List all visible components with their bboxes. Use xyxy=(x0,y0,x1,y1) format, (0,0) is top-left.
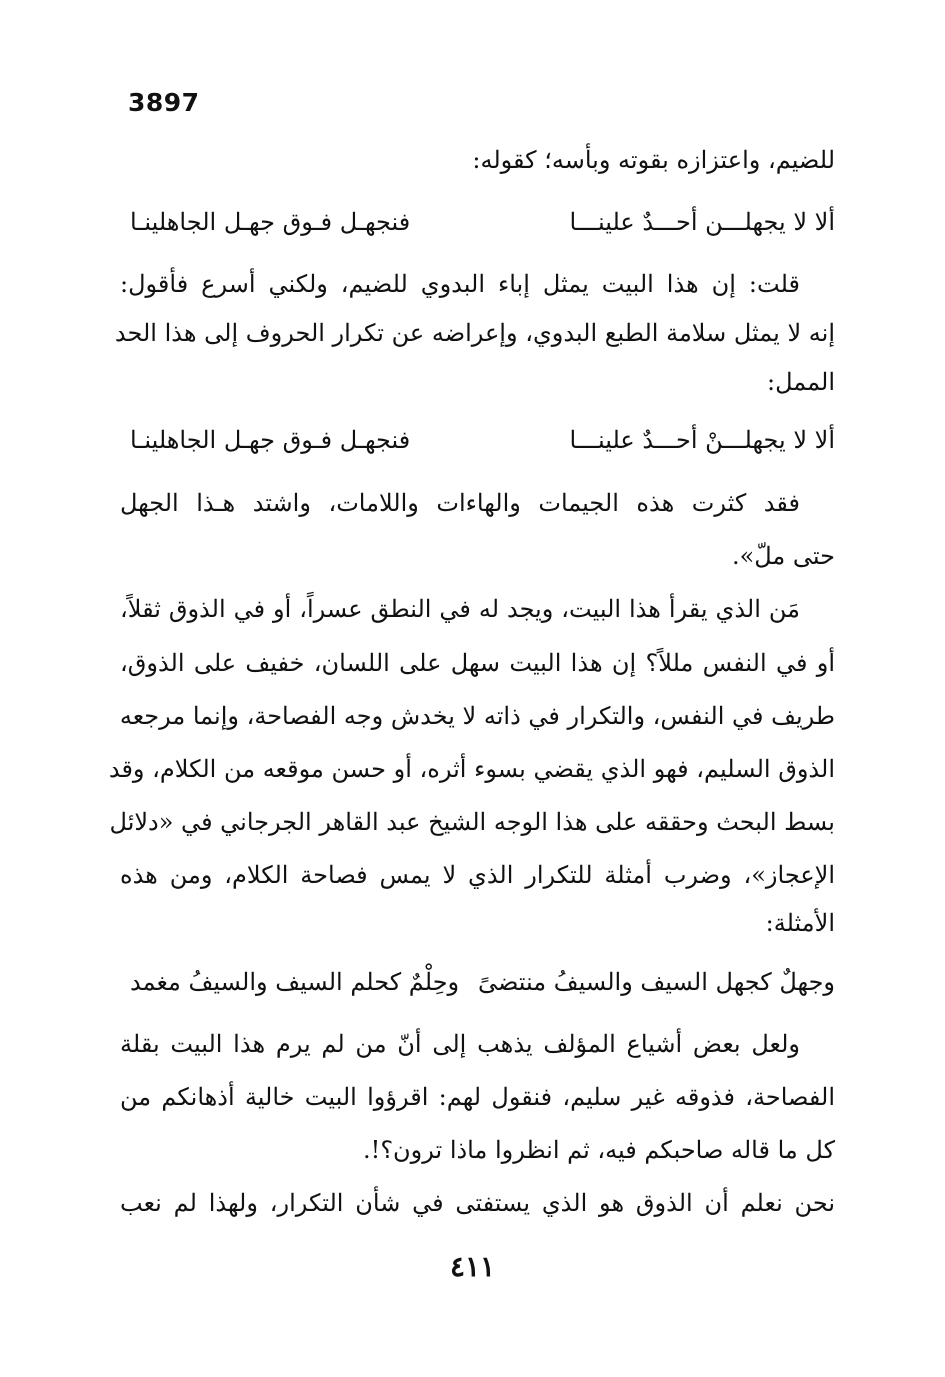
text-line: الإعجاز»، وضرب أمثلة للتكرار الذي لا يمس فصاحة الكلام، ومن هذه xyxy=(120,861,835,889)
text-line: فقد كثرت هذه الجيمات والهاءات واللامات، واشتد هـذا الجهل xyxy=(120,489,800,517)
folio-number: ٤١١ xyxy=(449,1250,496,1283)
text-line: أو في النفس مللاً؟ إن هذا البيت سهل على اللسان، خفيف على الذوق، xyxy=(120,649,835,677)
text-line: للضيم، واعتزازه بقوته وبأسه؛ كقوله: xyxy=(472,146,835,174)
text-line: قلت: إن هذا البيت يمثل إباء البدوي للضيم، ولكني أسرع فأقول: xyxy=(120,270,801,298)
text-line: مَن الذي يقرأ هذا البيت، ويجد له في النطق عسراً، أو في الذوق ثقلاً، xyxy=(120,595,800,623)
verse-first-hemistich: وجهلٌ كجهل السيف والسيفُ منتضىً xyxy=(477,968,835,996)
text-line: إنه لا يمثل سلامة الطبع البدوي، وإعراضه عن تكرار الحروف إلى هذا الحد xyxy=(114,319,835,347)
poetry-verse xyxy=(130,962,835,1002)
text-line: الأمثلة: xyxy=(765,909,835,937)
verse-second-hemistich: فنجهـل فـوق جهـل الجاهلينـا xyxy=(130,208,411,236)
text-line: نحن نعلم أن الذوق هو الذي يستفتى في شأن التكرار، ولهذا لم نعب xyxy=(120,1189,835,1217)
poetry-verse xyxy=(130,202,835,242)
text-line: بسط البحث وحققه على هذا الوجه الشيخ عبد القاهر الجرجاني في «دلائل xyxy=(109,808,835,836)
text-line: طريف في النفس، والتكرار في ذاته لا يخدش وجه الفصاحة، وإنما مرجعه xyxy=(119,702,835,730)
verse-first-hemistich: ألا لا يجهلـــنْ أحـــدٌ علينـــا xyxy=(569,426,835,454)
text-line: كل ما قاله صاحبكم فيه، ثم انظروا ماذا ترون؟!. xyxy=(363,1136,835,1164)
verse-first-hemistich: ألا لا يجهلـــن أحـــدٌ علينـــا xyxy=(569,208,835,236)
poetry-verse xyxy=(130,420,835,460)
text-line: حتى ملّ». xyxy=(731,542,835,570)
page-number: 3897 xyxy=(128,88,200,117)
text-line: الذوق السليم، فهو الذي يقضي بسوء أثره، أو حسن موقعه من الكلام، وقد xyxy=(108,755,835,783)
verse-second-hemistich: وحِلْمٌ كحلم السيف والسيفُ مغمد xyxy=(130,968,460,996)
text-line: الفصاحة، فذوقه غير سليم، فنقول لهم: اقرؤوا البيت خالية أذهانكم من xyxy=(120,1083,835,1111)
verse-second-hemistich: فنجهـل فـوق جهـل الجاهلينـا xyxy=(130,426,411,454)
text-line: ولعل بعض أشياع المؤلف يذهب إلى أنّ من لم يرم هذا البيت بقلة xyxy=(120,1030,800,1058)
text-line: الممل: xyxy=(767,368,835,396)
